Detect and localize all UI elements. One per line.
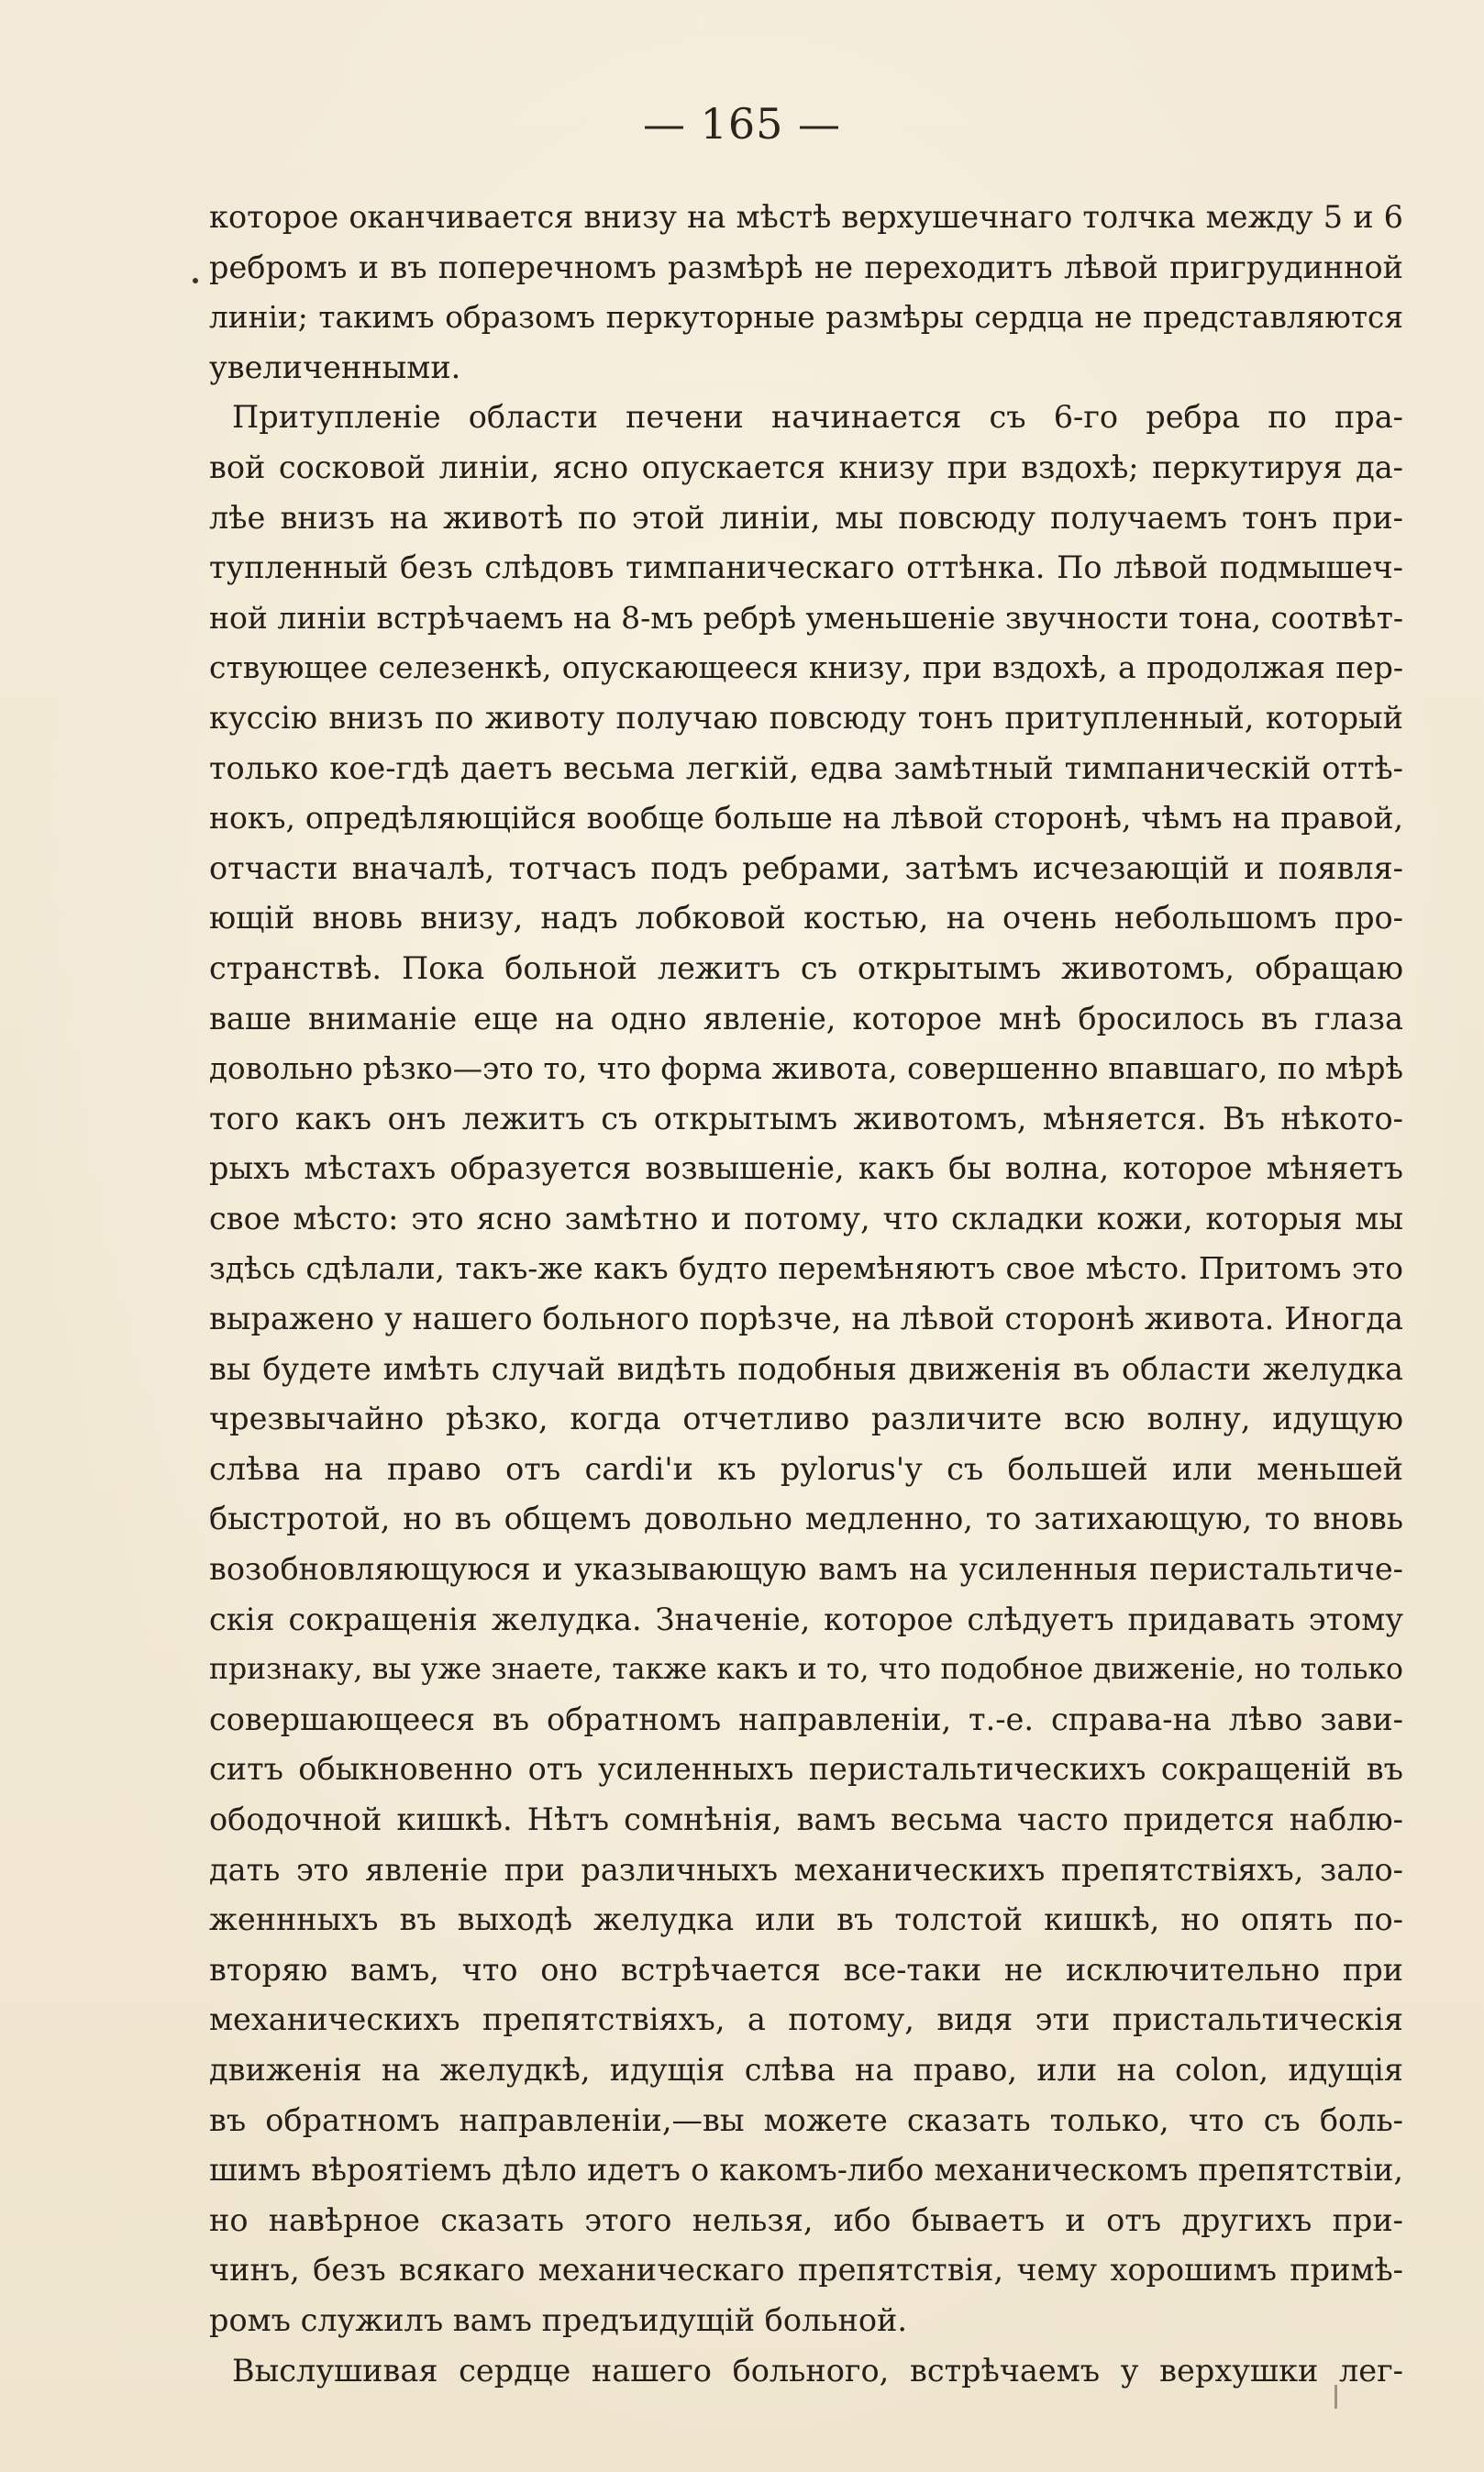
text-line: вторяю вамъ, что оно встрѣчается все-таки не исключительно при <box>209 1951 1403 1988</box>
text-line: быстротой, но въ общемъ довольно медленно, то затихающую, то вновь <box>209 1501 1403 1537</box>
page-number: — 165 — <box>642 99 842 149</box>
text-line: чинъ, безъ всякаго механическаго препятствія, чему хорошимъ примѣ- <box>209 2252 1403 2289</box>
text-line: ситъ обыкновенно отъ усиленныхъ перистальтическихъ сокращеній въ <box>209 1751 1403 1788</box>
text-line: свое мѣсто: это ясно замѣтно и потому, что складки кожи, которыя мы <box>209 1200 1403 1236</box>
text-line: отчасти вначалѣ, тотчасъ подъ ребрами, затѣмъ исчезающій и появля- <box>209 849 1403 886</box>
text-body <box>209 193 1403 2396</box>
text-line: которое оканчивается внизу на мѣстѣ верхушечнаго толчка между 5 и 6 <box>209 199 1403 235</box>
text-line: въ обратномъ направленіи,—вы можете сказать только, что съ боль- <box>209 2101 1403 2138</box>
text-line: увеличенными. <box>209 349 461 385</box>
text-line: ребромъ и въ поперечномъ размѣрѣ не переходитъ лѣвой пригрудинной <box>209 249 1403 285</box>
text-line: признаку, вы уже знаете, также какъ и то, что подобное движеніе, но только <box>209 1653 1403 1687</box>
print-speck <box>193 278 198 283</box>
text-line: линіи; такимъ образомъ перкуторные размѣры сердца не представляются <box>209 300 1403 336</box>
text-line: совершающееся въ обратномъ направленіи, т.-е. справа-на лѣво зави- <box>209 1701 1403 1737</box>
text-line: тупленный безъ слѣдовъ тимпаническаго оттѣнка. По лѣвой подмышеч- <box>209 549 1403 586</box>
text-line: лѣе внизъ на животѣ по этой линіи, мы повсюду получаемъ тонъ при- <box>209 499 1403 536</box>
text-line: вы будете имѣть случай видѣть подобныя движенія въ области желудка <box>209 1350 1403 1387</box>
text-line: возобновляющуюся и указывающую вамъ на усиленныя перистальтиче- <box>209 1551 1403 1588</box>
text-line: слѣва на право отъ cardi'и къ pylorus'у съ большей или меньшей <box>209 1450 1403 1487</box>
text-line: довольно рѣзко—это то, что форма живота, совершенно впавшаго, по мѣрѣ <box>209 1051 1403 1087</box>
text-line: шимъ вѣроятіемъ дѣло идетъ о какомъ-либо механическомъ препятствіи, <box>209 2152 1403 2189</box>
text-line: ствующее селезенкѣ, опускающееся книзу, при вздохѣ, а продолжая пер- <box>209 649 1403 686</box>
text-line: только кое-гдѣ даетъ весьма легкій, едва замѣтный тимпаническій оттѣ- <box>209 749 1403 786</box>
text-line: механическихъ препятствіяхъ, а потому, видя эти пристальтическія <box>209 2001 1403 2038</box>
text-line: ромъ служилъ вамъ предъидущій больной. <box>209 2301 907 2338</box>
text-line: дать это явленіе при различныхъ механическихъ препятствіяхъ, зало- <box>209 1851 1403 1888</box>
text-line: женнныхъ въ выходѣ желудка или въ толстой кишкѣ, но опять по- <box>209 1901 1403 1938</box>
text-line: чрезвычайно рѣзко, когда отчетливо различите всю волну, идущую <box>209 1401 1403 1437</box>
text-line: здѣсь сдѣлали, такъ-же какъ будто перемѣняютъ свое мѣсто. Притомъ это <box>209 1251 1403 1287</box>
text-line: но навѣрное сказать этого нельзя, ибо бываетъ и отъ другихъ при- <box>209 2201 1403 2238</box>
text-line: ющій вновь внизу, надъ лобковой костью, на очень небольшомъ про- <box>209 900 1403 937</box>
text-line: куссію внизъ по животу получаю повсюду тонъ притупленный, который <box>209 699 1403 736</box>
text-line: вой сосковой линіи, ясно опускается книзу при вздохѣ; перкутируя да- <box>209 449 1403 485</box>
text-line: ной линіи встрѣчаемъ на 8-мъ ребрѣ уменьшеніе звучности тона, соотвѣт- <box>209 599 1403 636</box>
text-line: Притупленіе области печени начинается съ 6-го ребра по пра- <box>232 399 1403 436</box>
text-line: Выслушивая сердце нашего больного, встрѣчаемъ у верхушки лег- <box>232 2352 1403 2389</box>
text-line: скія сокращенія желудка. Значеніе, которое слѣдуетъ придавать этому <box>209 1601 1403 1637</box>
text-line: рыхъ мѣстахъ образуется возвышеніе, какъ бы волна, которое мѣняетъ <box>209 1150 1403 1187</box>
text-line: странствѣ. Пока больной лежитъ съ открытымъ животомъ, обращаю <box>209 949 1403 986</box>
text-line: нокъ, опредѣляющійся вообще больше на лѣвой сторонѣ, чѣмъ на правой, <box>209 800 1403 837</box>
text-line: ваше вниманіе еще на одно явленіе, которое мнѣ бросилось въ глаза <box>209 1000 1403 1036</box>
text-line: движенія на желудкѣ, идущія слѣва на право, или на colon, идущія <box>209 2051 1403 2088</box>
text-line: того какъ онъ лежитъ съ открытымъ животомъ, мѣняется. Въ нѣкото- <box>209 1100 1403 1136</box>
text-line: выражено у нашего больного порѣзче, на лѣвой сторонѣ живота. Иногда <box>209 1301 1403 1337</box>
text-line: ободочной кишкѣ. Нѣтъ сомнѣнія, вамъ весьма часто придется наблю- <box>209 1801 1403 1837</box>
